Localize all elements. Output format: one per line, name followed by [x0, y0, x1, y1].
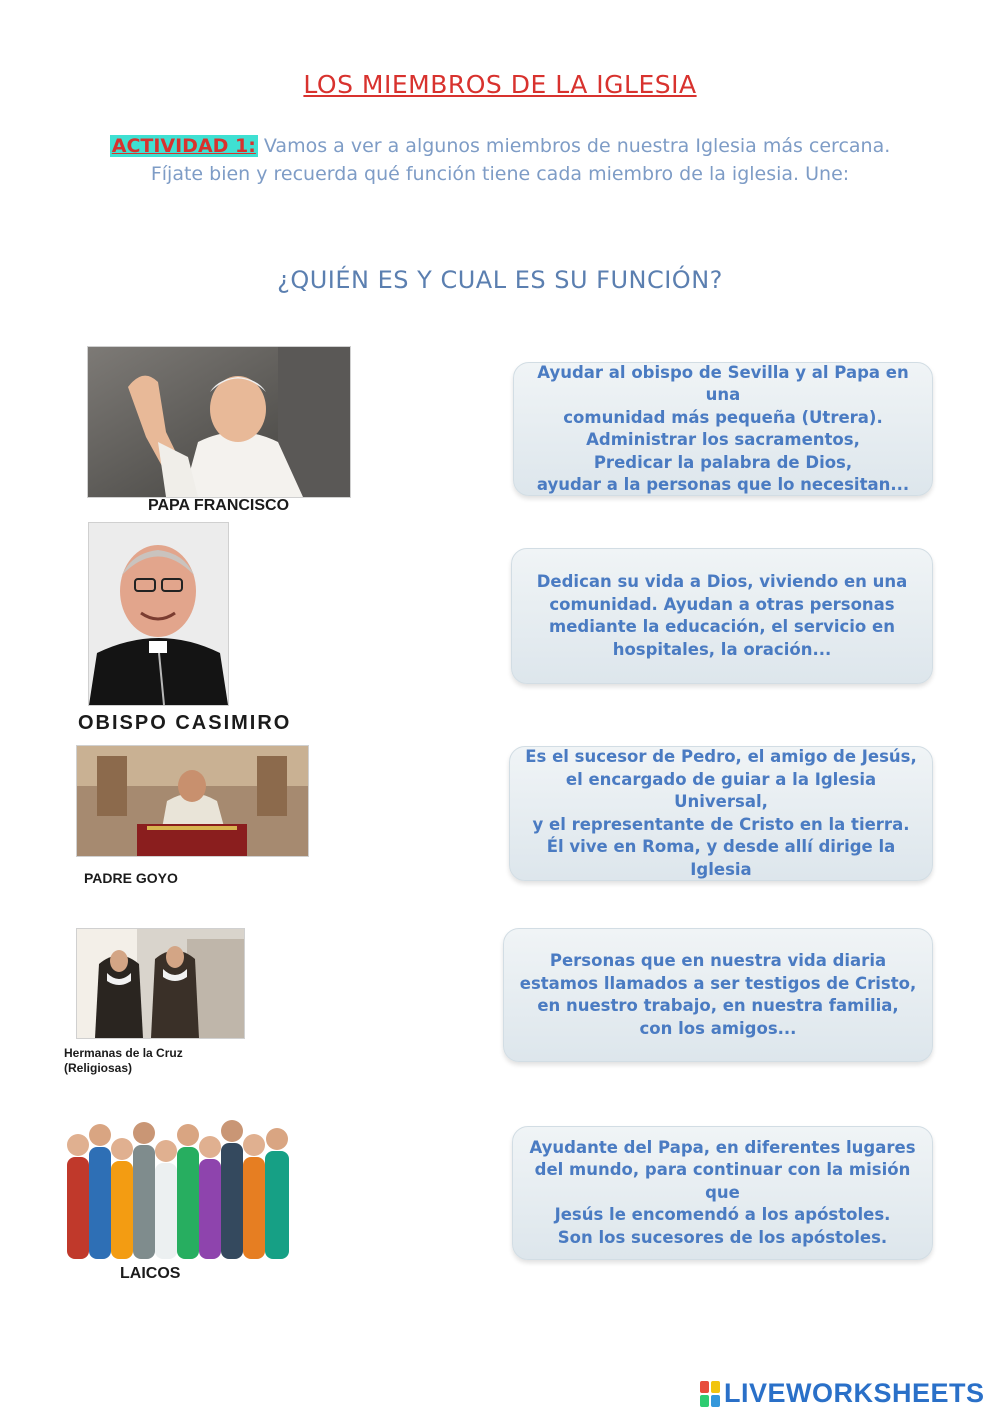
function-text-4: Personas que en nuestra vida diaria estamos llamados a ser testigos de Cristo, en nuestro trabajo, en nuestra familia, con los amigos... [519, 951, 917, 1038]
liveworksheets-badge-icon [700, 1381, 720, 1407]
nuns-photo [76, 928, 245, 1039]
priest-illustration [77, 746, 308, 856]
function-box-1[interactable] [513, 362, 933, 496]
member-caption-priest: PADRE GOYO [84, 870, 178, 886]
function-text-3: Es el sucesor de Pedro, el amigo de Jesús, el encargado de guiar a la Iglesia Universal, y el representante de Cristo en la tierra. Él vive en Roma, y desde allí dirige la Iglesia [525, 747, 917, 879]
priest-photo [76, 745, 309, 857]
bishop-photo [88, 522, 229, 706]
function-box-5[interactable] [512, 1126, 933, 1260]
function-text-1: Ayudar al obispo de Sevilla y al Papa en una comunidad más pequeña (Utrera). Administrar los sacramentos, Predicar la palabra de Dios, ayudar a la personas que lo necesitan... [536, 362, 910, 494]
function-box-3[interactable] [509, 746, 933, 881]
nuns-illustration [77, 929, 244, 1038]
function-text-2: Dedican su vida a Dios, viviendo en una comunidad. Ayudan a otras personas mediante la educación, el servicio en hospitales, la oración... [536, 572, 908, 659]
pope-illustration [88, 347, 350, 497]
pope-photo [87, 346, 351, 498]
bishop-illustration [89, 523, 228, 705]
worksheet-title: LOS MIEMBROS DE LA IGLESIA [303, 70, 697, 99]
liveworksheets-logo[interactable] [700, 1378, 985, 1409]
activity-instructions [60, 132, 940, 188]
member-caption-nuns-line1: Hermanas de la Cruz [64, 1046, 183, 1060]
instructions-line-2: Fíjate bien y recuerda qué función tiene cada miembro de la iglesia. Une: [150, 163, 850, 185]
member-caption-bishop: OBISPO CASIMIRO [78, 712, 292, 734]
member-caption-nuns [64, 1046, 183, 1076]
function-text-5: Ayudante del Papa, en diferentes lugares del mundo, para continuar con la misión que Jesús le encomendó a los apóstoles. Son los sucesores de los apóstoles. [529, 1137, 916, 1247]
brand-name: LIVEWORKSHEETS [724, 1378, 985, 1408]
instructions-line-1: Vamos a ver a algunos miembros de nuestra Iglesia más cercana. [257, 135, 891, 157]
member-caption-nuns-line2: (Religiosas) [64, 1061, 133, 1075]
member-caption-laity: LAICOS [120, 1265, 181, 1282]
function-box-2[interactable] [511, 548, 933, 684]
activity-label: ACTIVIDAD 1: [111, 135, 256, 157]
function-box-4[interactable] [503, 928, 933, 1062]
section-subtitle: ¿QUIÉN ES Y CUAL ES SU FUNCIÓN? [277, 266, 723, 294]
laity-illustration [63, 1117, 293, 1259]
member-caption-pope: PAPA FRANCISCO [148, 497, 290, 514]
laity-group-photo [63, 1117, 293, 1259]
